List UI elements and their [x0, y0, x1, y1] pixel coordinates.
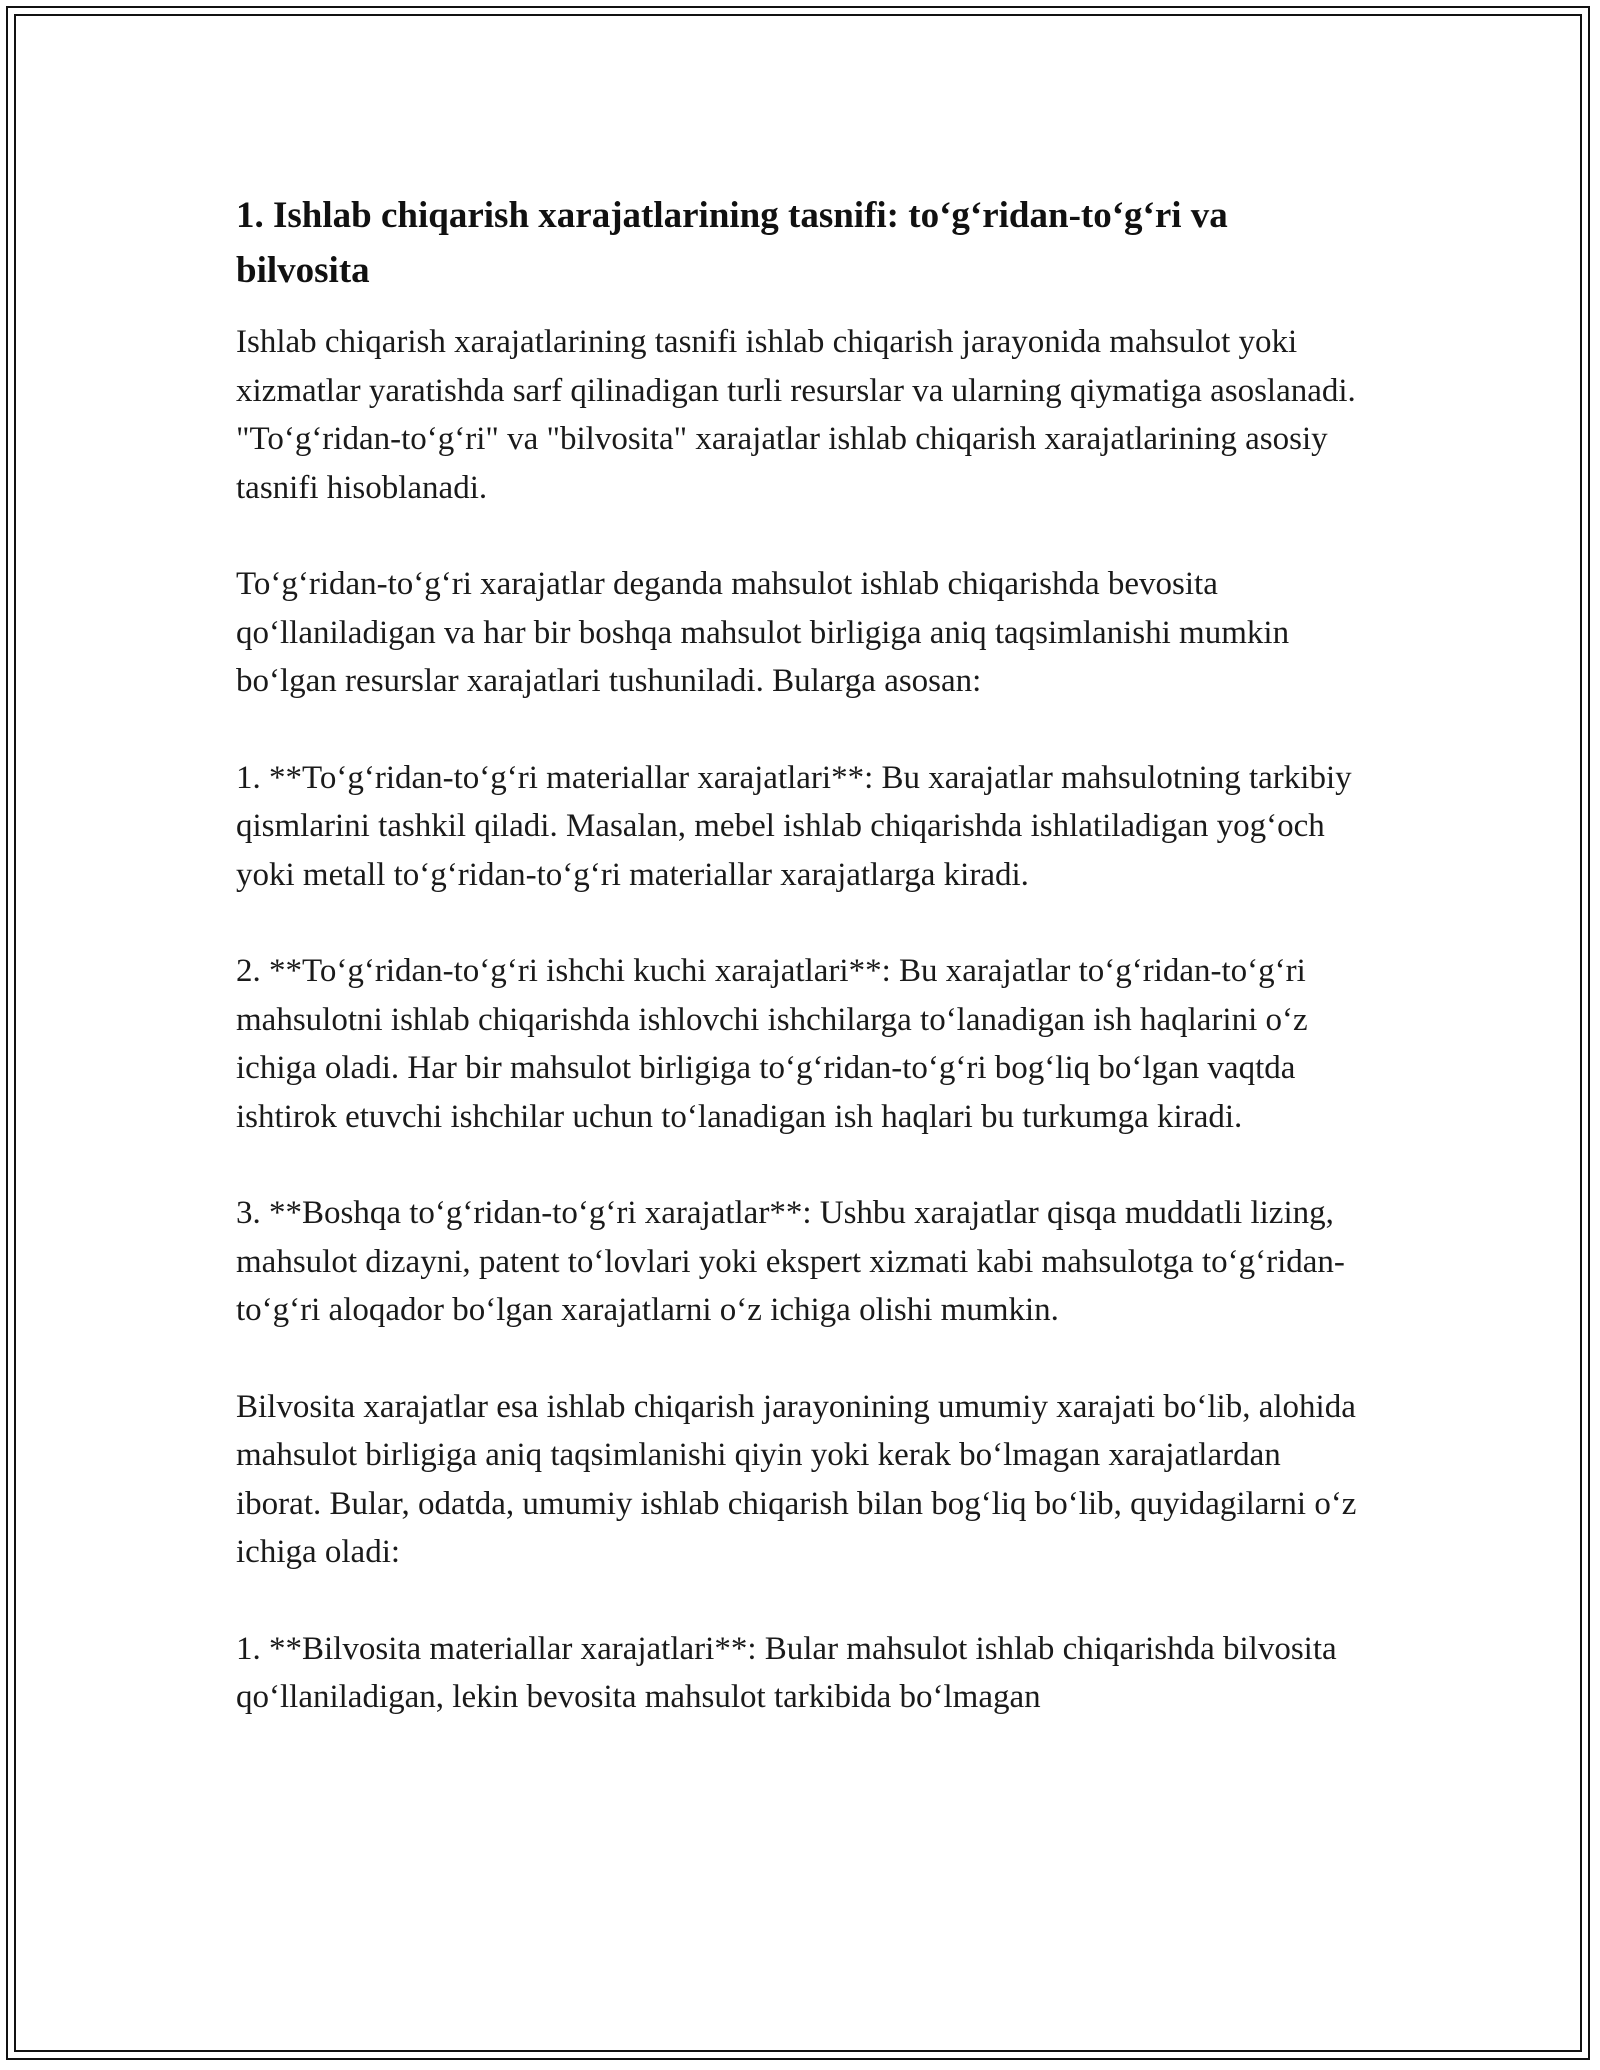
document-body [236, 188, 1366, 1770]
paragraph-intro: Ishlab chiqarish xarajatlarining tasnifi ishlab chiqarish jarayonida mahsulot yoki xizmatlar yaratishda sarf qilinadigan turli resurslar va ularning qiymatiga asoslanadi. "To‘g‘ridan-to‘g‘ri" va "bilvosita" xarajatlar ishlab chiqarish xarajatlarining asosiy tasnifi hisoblanadi. [236, 324, 1356, 506]
paragraph-direct-costs: To‘g‘ridan-to‘g‘ri xarajatlar deganda mahsulot ishlab chiqarishda bevosita qo‘llaniladigan va har bir boshqa mahsulot birligiga aniq taqsimlanishi mumkin bo‘lgan resurslar xarajatlari tushuniladi. Bularga asosan: [236, 566, 1290, 699]
paragraph-indirect-costs: Bilvosita xarajatlar esa ishlab chiqarish jarayonining umumiy xarajati bo‘lib, alohida mahsulot birligiga aniq taqsimlanishi qiyin yoki kerak bo‘lmagan xarajatlardan iborat. Bular, odatda, umumiy ishlab chiqarish bilan bog‘liq bo‘lib, quyidagilarni o‘z ichiga oladi: [236, 1388, 1357, 1570]
document-title: 1. Ishlab chiqarish xarajatlarining tasnifi: to‘g‘ridan-to‘g‘ri va bilvosita [236, 195, 1228, 291]
paragraph-other-direct: 3. **Boshqa to‘g‘ridan-to‘g‘ri xarajatlar**: Ushbu xarajatlar qisqa muddatli lizing, mahsulot dizayni, patent to‘lovlari yoki ekspert xizmati kabi mahsulotga to‘g‘ridan-to‘g‘ri aloqador bo‘lgan xarajatlarni o‘z ichiga olishi mumkin. [236, 1195, 1345, 1328]
paragraph-direct-materials: 1. **To‘g‘ridan-to‘g‘ri materiallar xarajatlari**: Bu xarajatlar mahsulotning tarkibiy qismlarini tashkil qiladi. Masalan, mebel ishlab chiqarishda ishlatiladigan yog‘och yoki metall to‘g‘ridan-to‘g‘ri materiallar xarajatlarga kiradi. [236, 759, 1352, 893]
paragraph-indirect-materials: 1. **Bilvosita materiallar xarajatlari**: Bular mahsulot ishlab chiqarishda bilvosita qo‘llaniladigan, lekin bevosita mahsulot tarkibida bo‘lmagan [236, 1630, 1337, 1715]
paragraph-direct-labor: 2. **To‘g‘ridan-to‘g‘ri ishchi kuchi xarajatlari**: Bu xarajatlar to‘g‘ridan-to‘g‘ri mahsulotni ishlab chiqarishda ishlovchi ishchilarga to‘lanadigan ish haqlarini o‘z ichiga oladi. Har bir mahsulot birligiga to‘g‘ridan-to‘g‘ri bog‘liq bo‘lgan vaqtda ishtirok etuvchi ishchilar uchun to‘lanadigan ish haqlari bu turkumga kiradi. [236, 953, 1308, 1135]
